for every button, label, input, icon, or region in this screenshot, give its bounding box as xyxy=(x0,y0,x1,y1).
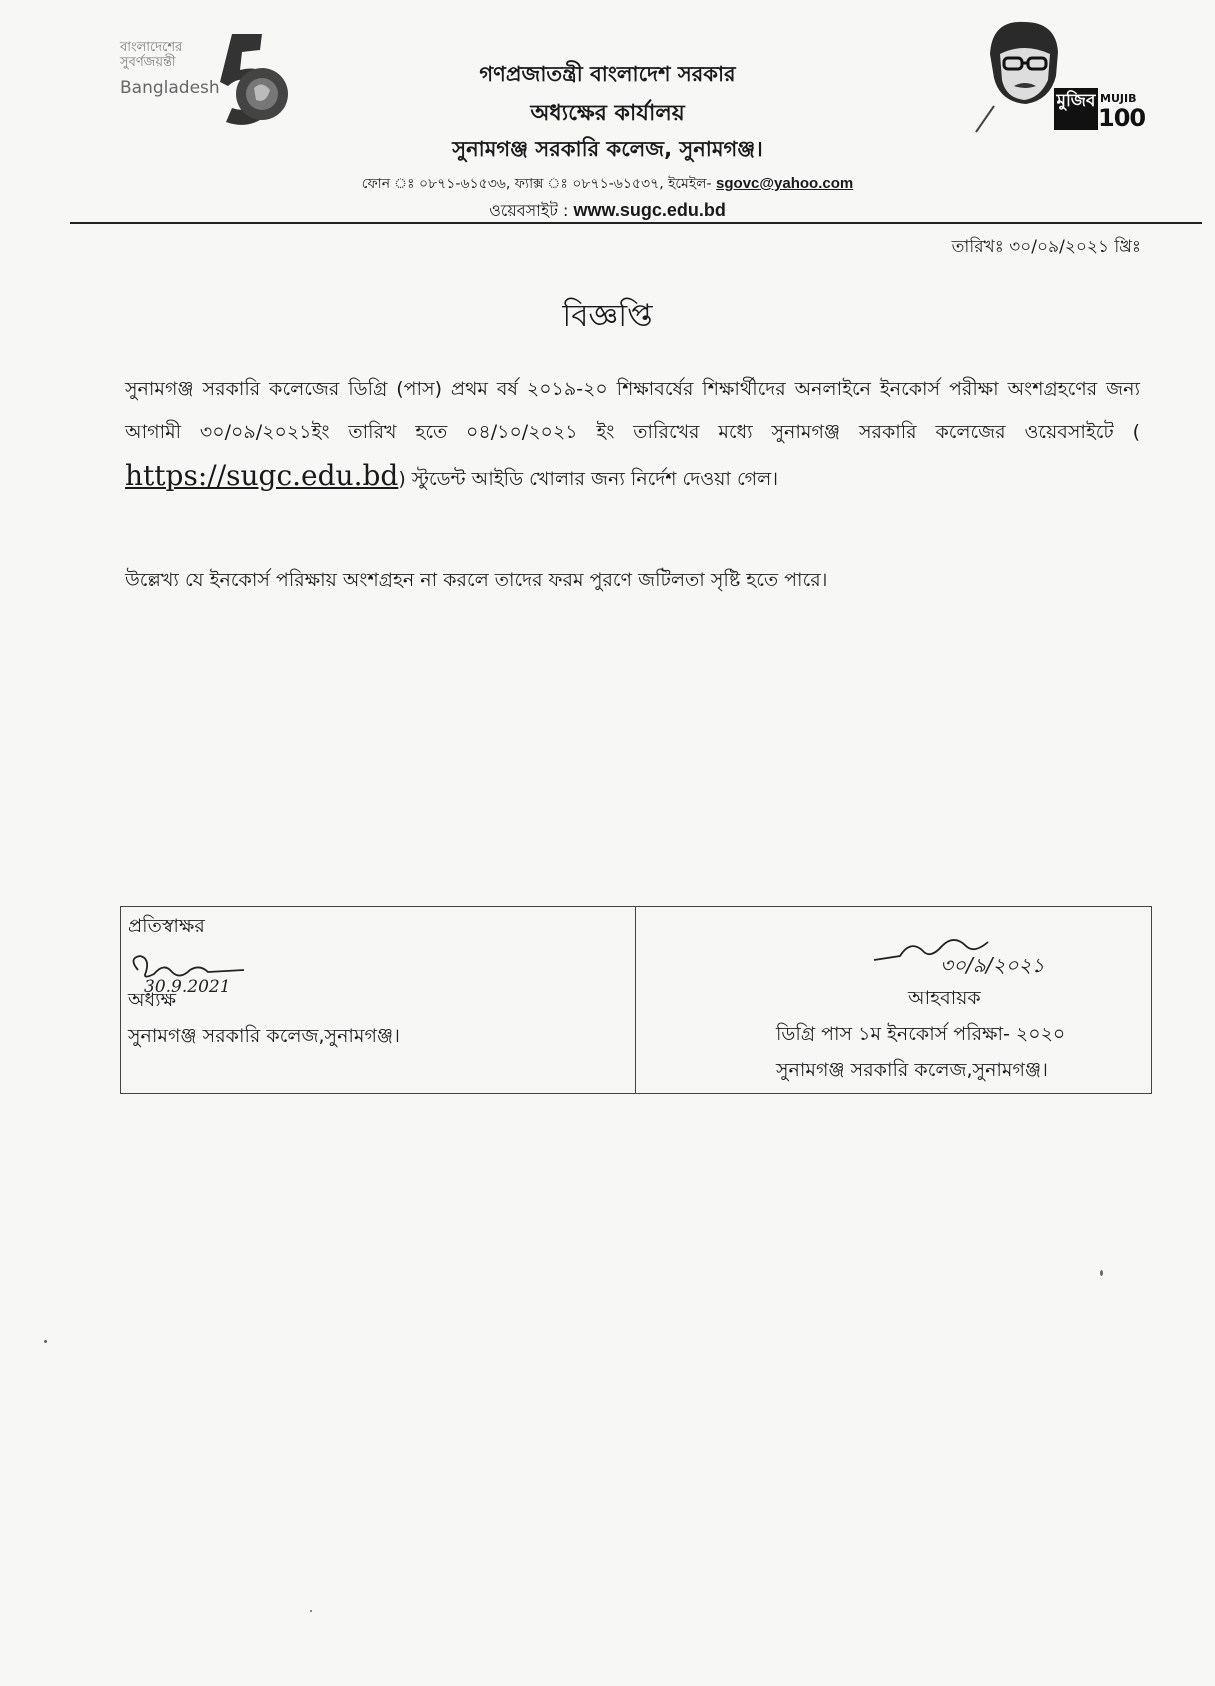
para1-text-a: সুনামগঞ্জ সরকারি কলেজের ডিগ্রি (পাস) প্রথম বর্ষ ২০১৯-২০ শিক্ষাবর্ষের শিক্ষার্থীদের অনলাইনে ইনকোর্স পরীক্ষা অংশগ্রহণের জন্য আগামী ৩০/০৯/২০২১ইং তারিখ হতে ০৪/১০/২০২১ ইং তারিখের মধ্যে সুনামগঞ্জ সরকারি কলেজের ওয়েবসাইটে ( xyxy=(125,378,1140,443)
para1-text-b: ) স্টুডেন্ট আইডি খোলার জন্য নির্দেশ দেওয়া গেল। xyxy=(398,468,779,490)
college-name: সুনামগঞ্জ সরকারি কলেজ, সুনামগঞ্জ। xyxy=(452,137,763,161)
convener-title: আহবায়ক xyxy=(908,987,981,1009)
header-divider xyxy=(70,222,1202,224)
principal-signature-date: 30.9.2021 xyxy=(144,977,231,997)
notice-paragraph-2: উল্লেখ্য যে ইনকোর্স পরিক্ষায় অংশগ্রহন না করলে তাদের ফরম পুরণে জটিলতা সৃষ্টি হতে পারে। xyxy=(125,569,828,591)
principal-title: অধ্যক্ষ xyxy=(128,989,177,1011)
signature-divider xyxy=(635,906,636,1094)
countersign-label: প্রতিস্বাক্ষর xyxy=(128,915,205,937)
office-name: অধ্যক্ষের কার্যালয় xyxy=(530,101,685,126)
notice-title: বিজ্ঞপ্তি xyxy=(562,298,653,334)
mujib-english: MUJIB xyxy=(1100,92,1137,105)
paper-speck xyxy=(1100,1270,1103,1276)
logo-line1: বাংলাদেশের xyxy=(120,40,183,55)
logo-line2: সুবর্ণজয়ন্তী xyxy=(120,55,176,70)
paper-speck xyxy=(310,1610,312,1612)
website-line xyxy=(0,198,1215,225)
website-label: ওয়েবসাইট : xyxy=(489,201,574,220)
convener-exam: ডিগ্রি পাস ১ম ইনকোর্স পরিক্ষা- ২০২০ xyxy=(776,1023,1066,1045)
email-link[interactable]: sgovc@yahoo.com xyxy=(716,175,854,192)
convener-org: সুনামগঞ্জ সরকারি কলেজ,সুনামগঞ্জ। xyxy=(776,1059,1048,1081)
mujib-number: 100 xyxy=(1098,104,1146,132)
notice-date: তারিখঃ ৩০/০৯/২০২১ খ্রিঃ xyxy=(951,237,1141,257)
convener-signature-date: ৩০/৯/২০২১ xyxy=(940,953,1045,977)
website-link[interactable]: www.sugc.edu.bd xyxy=(573,200,726,220)
student-portal-link[interactable]: https://sugc.edu.bd xyxy=(125,459,399,492)
contact-line xyxy=(0,172,1215,196)
contact-phone-fax: ফোন ঃ ০৮৭১-৬১৫৩৬, ফ্যাক্স ঃ ০৮৭১-৬১৫৩৭, ইমেইল- xyxy=(361,176,717,192)
notice-paragraph-1 xyxy=(125,368,1140,501)
mujib-bengali: মুজিব xyxy=(1054,88,1098,130)
logo-country: Bangladesh xyxy=(120,78,220,98)
convener-signature xyxy=(870,920,1070,986)
paper-speck xyxy=(44,1340,47,1343)
principal-org: সুনামগঞ্জ সরকারি কলেজ,সুনামগঞ্জ। xyxy=(128,1025,400,1047)
government-name: গণপ্রজাতন্ত্রী বাংলাদেশ সরকার xyxy=(479,62,736,86)
